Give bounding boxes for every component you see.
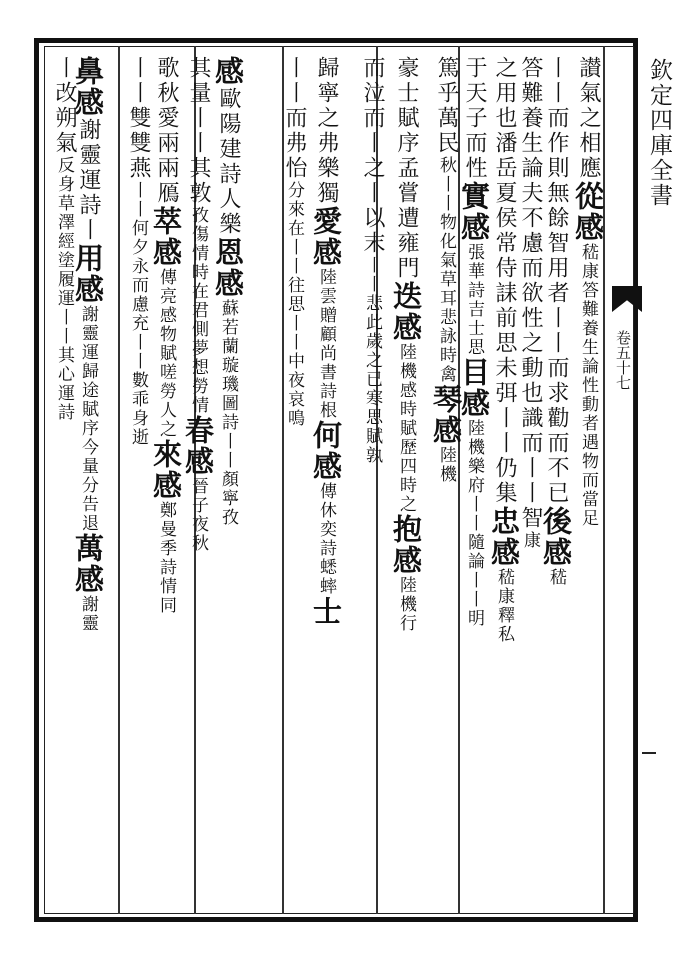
entry-heading: 抱感	[389, 514, 423, 576]
entry-heading: 何感	[309, 420, 343, 482]
entry-heading: 士	[309, 596, 343, 627]
entry-heading: 迭感	[389, 281, 423, 343]
entry-text: 晉子夜秋	[188, 477, 208, 553]
entry-text: 歐陽建詩人樂	[216, 87, 241, 237]
entry-heading: 鼻感	[71, 56, 105, 118]
entry-text: 康	[520, 531, 540, 550]
text-column	[272, 56, 316, 908]
entry-text: 歌秋愛兩兩鴈	[154, 56, 179, 206]
entry-heading: 忠感	[487, 506, 521, 568]
entry-text: 傳亮感物賦嗟勞人之	[156, 268, 176, 439]
entry-text: 謝靈	[78, 595, 98, 633]
entry-text: 嵇康答難養生論性動者遇物而當足	[578, 243, 598, 528]
entry-heading: 目感	[457, 357, 491, 419]
entry-text: 讃氣之相應	[576, 56, 601, 181]
entry-heading: 萃感	[149, 206, 183, 268]
entry-text: 丨丨中夜哀鳴	[284, 314, 304, 428]
entry-text: 謝靈運歸途賦序今量分告退	[78, 305, 98, 533]
entry-text: 嵇	[546, 568, 566, 587]
entry-text: 于天子而性	[462, 56, 487, 181]
entry-heading: 來感	[149, 439, 183, 501]
entry-text: 反身草澤經塗履運丨丨其心	[54, 156, 74, 384]
entry-text: 運詩	[54, 384, 74, 422]
entry-text: 論丨丨明	[464, 552, 484, 628]
entry-text: 丨丨數乖身逝	[128, 333, 148, 447]
entry-text: 丨丨雙雙燕	[126, 56, 151, 181]
entry-heading: 愛感	[309, 206, 343, 268]
text-column	[350, 56, 394, 908]
entry-heading: 春感	[181, 415, 215, 477]
entry-text: 秋丨丨物化	[436, 156, 456, 251]
entry-heading: 恩感	[211, 237, 245, 299]
entry-text: 思賦孰	[362, 408, 382, 465]
entry-heading: 用感	[71, 243, 105, 305]
entry-text: 陸機感時賦歷四時之	[396, 343, 416, 514]
entry-text: 丨丨何夕永而慮充	[128, 181, 148, 333]
entry-text: 則無餘智用者丨丨而求勸而不已	[544, 156, 569, 506]
entry-text: 陸機樂府丨丨隨	[464, 419, 484, 552]
entry-text: 張華詩吉士思	[464, 243, 484, 357]
entry-heading: 實感	[457, 181, 491, 243]
text-column	[42, 56, 86, 908]
entry-heading: 琴感	[429, 384, 463, 446]
entry-heading: 後感	[539, 506, 573, 568]
entry-text: 鄭曼季詩情同	[156, 501, 176, 615]
entry-heading: 感	[211, 56, 245, 87]
entry-text: 其量丨丨其敦	[186, 56, 211, 206]
text-column	[424, 56, 468, 908]
entry-text: 蘇若蘭璇璣圖詩丨丨顏寧孜	[218, 299, 238, 527]
entry-text: 而泣而丨之丨以末	[360, 56, 385, 256]
entry-text: 丨丨悲此歲之已寒	[362, 256, 382, 408]
entry-text: 氣草耳悲詠時禽	[436, 251, 456, 384]
entry-text: 答難養生論夫不慮而欲性之動也識而丨丨智	[518, 56, 543, 531]
margin-tick	[642, 752, 656, 754]
entry-heading: 萬感	[71, 533, 105, 595]
entry-text: 丨丨而作	[544, 56, 569, 156]
text-column	[116, 56, 160, 908]
entry-text: 嵇康釋私	[494, 568, 514, 644]
entry-text: 丨丨而弗怡	[282, 56, 307, 181]
margin-subtitle: 卷五十七	[614, 330, 632, 390]
entry-text: 傳休奕詩蟋蟀	[316, 482, 336, 596]
entry-text: 陸機	[436, 446, 456, 484]
entry-text: 篤乎萬民	[434, 56, 459, 156]
entry-text: 分來在丨丨往思	[284, 181, 304, 314]
entry-text: 丨改朔氣	[52, 56, 77, 156]
entry-text: 陸機行	[396, 576, 416, 633]
entry-text: 謝靈運詩丨	[76, 118, 101, 243]
entry-text: 之用也潘岳夏侯常侍誄前思未弭丨丨仍集	[492, 56, 517, 506]
entry-text: 陸雲贈顧尚書詩根	[316, 268, 336, 420]
margin-title: 欽定四庫全書	[646, 58, 672, 208]
entry-heading: 從感	[571, 181, 605, 243]
entry-text: 豪士賦序孟嘗遭雍門	[394, 56, 419, 281]
entry-text: 歸寧之弗樂獨	[314, 56, 339, 206]
entry-text: 孜傷情時在君側夢想勞情	[188, 206, 208, 415]
